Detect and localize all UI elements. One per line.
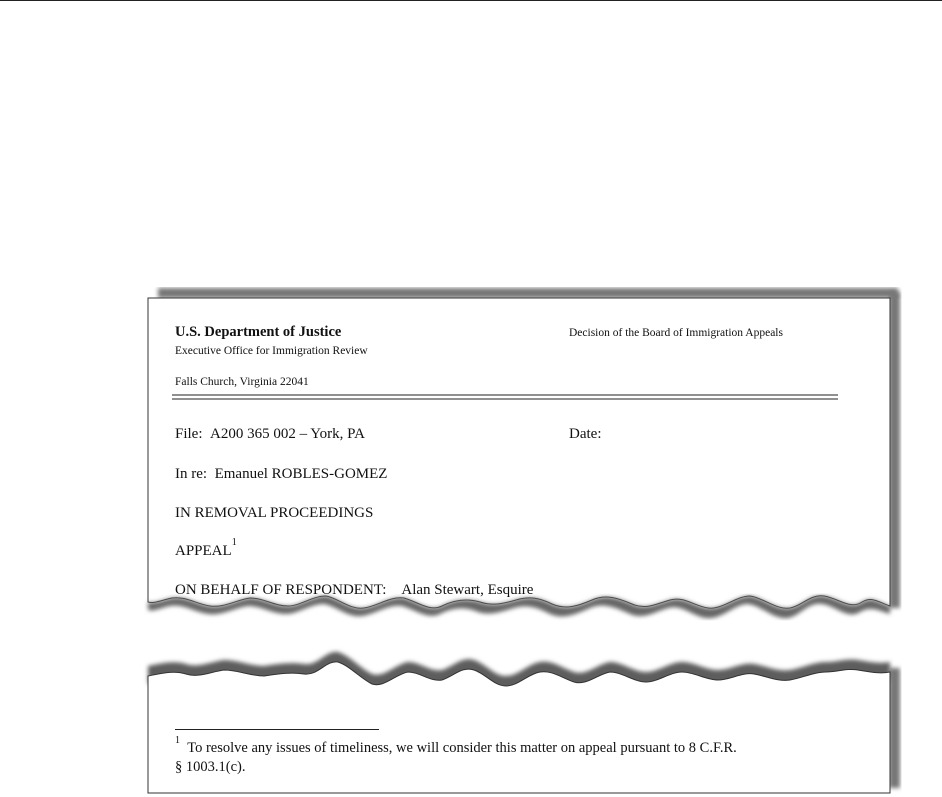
bottom-fragment-paper xyxy=(148,662,890,793)
footnote-line-2: § 1003.1(c). xyxy=(175,759,246,775)
agency-address: Falls Church, Virginia 22041 xyxy=(175,376,309,388)
in-re-label: In re: xyxy=(175,466,208,482)
date-label: Date: xyxy=(569,426,602,442)
top-fragment-shadow-right xyxy=(889,292,900,608)
footnote-line-1 xyxy=(175,735,737,756)
bottom-fragment-shadow-right xyxy=(889,668,900,788)
file-label: File: xyxy=(175,426,203,442)
appeal-heading xyxy=(175,537,237,559)
office-name: Executive Office for Immigration Review xyxy=(175,345,368,357)
counsel-name: Alan Stewart, Esquire xyxy=(401,582,534,598)
top-fragment-shadow-top xyxy=(158,288,898,298)
footnote-text: To resolve any issues of timeliness, we will consider this matter on appeal pursuant to 8 C.F.R. xyxy=(187,739,737,756)
agency-name: U.S. Department of Justice xyxy=(175,324,342,340)
proceedings-heading: IN REMOVAL PROCEEDINGS xyxy=(175,505,374,521)
in-re-line xyxy=(175,467,387,482)
appeal-label: APPEAL xyxy=(175,543,232,559)
counsel-line xyxy=(175,583,533,598)
counsel-label: ON BEHALF OF RESPONDENT: xyxy=(175,582,387,598)
file-number: A200 365 002 – York, PA xyxy=(210,426,365,442)
file-line xyxy=(175,427,365,442)
footnote-divider xyxy=(175,729,379,730)
footnote-reference: 1 xyxy=(231,537,237,548)
respondent-name: Emanuel ROBLES-GOMEZ xyxy=(214,466,388,482)
footnote-marker: 1 xyxy=(175,735,180,746)
decision-title: Decision of the Board of Immigration Appeals xyxy=(569,327,783,339)
